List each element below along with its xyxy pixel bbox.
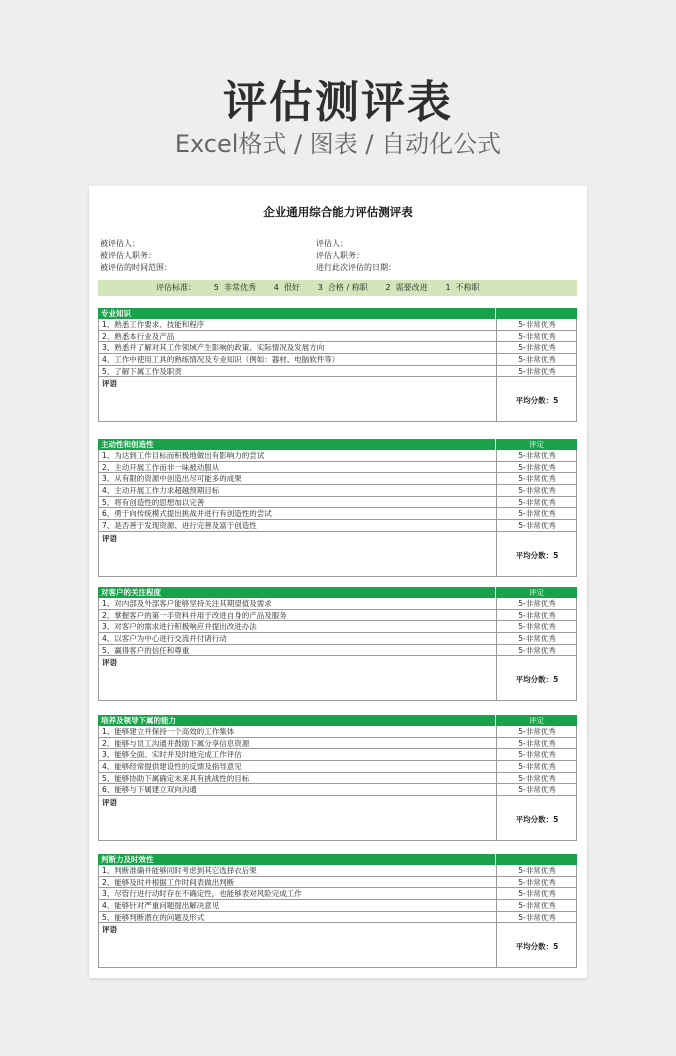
criterion-text: 2、掌握客户的第一手资料并用于改进自身的产品及服务 [102,610,287,620]
criterion-text: 5、了解下属工作及职责 [102,366,182,376]
rating-cell[interactable]: 5-非常优秀 [518,320,556,329]
criterion-text: 4、工作中使用工具的熟练情况及专业知识（例如：器材、电脑软件等） [102,355,340,365]
info-right [316,238,396,274]
section-rows [98,319,577,377]
rating-column-header: 评定 [529,716,544,725]
comment-label: 评语 [102,379,117,389]
criterion-text: 6、能够与下属建立双向沟通 [102,785,197,795]
section-title: 主动性和创造性 [101,440,154,449]
table-row [99,485,576,497]
rating-cell[interactable]: 5-非常优秀 [518,901,556,911]
info-left [100,238,172,274]
table-row [99,331,576,343]
average-score: 平均分数：5 [515,942,559,952]
comment-label: 评语 [102,533,117,543]
average-score: 平均分数：5 [515,396,559,406]
section-header [98,308,577,319]
comment-label: 评语 [102,925,117,935]
average-score: 平均分数：5 [515,675,559,685]
table-row [99,508,576,520]
criterion-text: 2、熟悉本行业及产品 [102,331,175,341]
evaluatee-label: 被评估人： [100,239,140,248]
comment-row[interactable] [98,532,577,577]
rating-cell[interactable]: 5-非常优秀 [518,366,556,376]
criterion-text: 3、对客户的需求进行积极响应并提出改进办法 [102,622,257,632]
criterion-text: 4、主动开展工作力求超越预期目标 [102,486,220,496]
section-table [98,308,577,422]
table-row [99,900,576,912]
evaluator-label: 评估人： [316,239,348,248]
criterion-text: 1、为达到工作目标而积极地做出有影响力的尝试 [102,451,265,460]
criterion-text: 1、熟悉工作要求、技能和程序 [102,320,205,329]
section-table [98,715,577,841]
criterion-text: 1、能够建立并保持一个高效的工作集体 [102,727,235,736]
average-score: 平均分数：5 [515,550,559,560]
rating-cell[interactable]: 5-非常优秀 [518,451,556,460]
criterion-text: 2、主动开展工作而非一味被动服从 [102,462,220,472]
rating-cell[interactable]: 5-非常优秀 [518,509,556,519]
comment-label: 评语 [102,658,117,668]
criterion-text: 5、能够判断潜在的问题及形式 [102,912,205,922]
section-header [98,439,577,450]
section-title: 判断力及时效性 [101,855,154,864]
rating-cell[interactable]: 5-非常优秀 [518,762,556,772]
evaluator-position-label: 评估人职务： [316,251,364,260]
section-table [98,854,577,968]
rating-cell[interactable]: 5-非常优秀 [518,727,556,736]
comment-row[interactable] [98,923,577,968]
table-row [99,450,576,462]
rating-cell[interactable]: 5-非常优秀 [518,462,556,472]
rating-cell[interactable]: 5-非常优秀 [518,486,556,496]
rating-column-header: 评定 [529,440,544,449]
banner-title: 评估测评表 [223,77,453,128]
criterion-text: 3、熟悉并了解对其工作领域产生影响的政策、实际情况及发展方向 [102,343,325,353]
table-row [99,784,576,796]
rating-cell[interactable]: 5-非常优秀 [518,750,556,760]
rating-cell[interactable]: 5-非常优秀 [518,331,556,341]
table-row [99,497,576,509]
criterion-text: 1、判断准确并能够同时考虑到其它选择衣后果 [102,866,257,875]
table-row [99,473,576,485]
rating-cell[interactable]: 5-非常优秀 [518,355,556,365]
rating-legend: 评估标准： 5 非常优秀 4 很好 3 合格 / 称职 2 需要改进 1 不称职 [98,280,577,296]
rating-cell[interactable]: 5-非常优秀 [518,343,556,353]
comment-row[interactable] [98,656,577,701]
table-row [99,621,576,633]
table-row [99,645,576,657]
comment-label: 评语 [102,798,117,808]
section-rows [98,865,577,923]
rating-cell[interactable]: 5-非常优秀 [518,474,556,484]
criterion-text: 5、将有创造性的思想加以完善 [102,497,205,507]
rating-cell[interactable]: 5-非常优秀 [518,610,556,620]
header-divider [495,308,496,319]
evaluation-date-label: 进行此次评估的日期： [316,263,396,272]
section-rows [98,598,577,656]
rating-cell[interactable]: 5-非常优秀 [518,877,556,887]
rating-cell[interactable]: 5-非常优秀 [518,622,556,632]
table-row [99,342,576,354]
criterion-text: 2、能够及时并根据工作时间表做出判断 [102,877,235,887]
rating-cell[interactable]: 5-非常优秀 [518,785,556,795]
section-title: 对客户的关注程度 [101,588,161,597]
section-table [98,587,577,701]
table-row [99,865,576,877]
section-header [98,854,577,865]
rating-cell[interactable]: 5-非常优秀 [518,634,556,644]
banner-subtitle: Excel格式 / 图表 / 自动化公式 [174,130,502,158]
section-table [98,439,577,577]
table-row [99,726,576,738]
table-row [99,912,576,924]
criterion-text: 3、能够全面、实时并及时地完成工作评估 [102,750,242,760]
section-header [98,587,577,598]
rating-cell[interactable]: 5-非常优秀 [518,773,556,783]
table-row [99,761,576,773]
table-row [99,633,576,645]
criterion-text: 5、赢得客户的信任和尊重 [102,645,190,655]
rating-cell[interactable]: 5-非常优秀 [518,645,556,655]
evaluatee-position-label: 被评估人职务： [100,251,156,260]
table-row [99,319,576,331]
rating-cell[interactable]: 5-非常优秀 [518,599,556,608]
rating-cell[interactable]: 5-非常优秀 [518,866,556,875]
criterion-text: 4、能够经常提供建设性的反馈及指导意见 [102,762,242,772]
criterion-text: 5、能够协助下属确定未来具有挑战性的目标 [102,773,250,783]
criterion-text: 7、是否善于发现资源、进行完善及富于创造性 [102,521,257,531]
section-title: 专业知识 [101,309,131,318]
rating-cell[interactable]: 5-非常优秀 [518,738,556,748]
rating-cell[interactable]: 5-非常优秀 [518,497,556,507]
table-row [99,598,576,610]
rating-column-header: 评定 [529,588,544,597]
section-title: 培养及领导下属的能力 [101,716,176,725]
criterion-text: 4、能够针对严重问题提出解决意见 [102,901,220,911]
section-rows [98,726,577,796]
rating-cell[interactable]: 5-非常优秀 [518,521,556,531]
spreadsheet-page [89,186,587,978]
table-row [99,888,576,900]
criterion-text: 4、以客户为中心进行交流并付诸行动 [102,634,227,644]
table-row [99,610,576,622]
comment-row[interactable] [98,796,577,841]
section-header [98,715,577,726]
criterion-text: 2、能够与员工沟通并鼓励下属分享信息资源 [102,738,250,748]
table-row [99,877,576,889]
criterion-text: 3、尽管行进行动时存在不确定性，也能够表对风险完成工作 [102,889,302,899]
table-row [99,462,576,474]
criterion-text: 3、从有限的资源中创造出尽可能多的成果 [102,474,242,484]
header-divider [495,854,496,865]
table-row [99,366,576,378]
comment-row[interactable] [98,377,577,422]
table-row [99,520,576,532]
table-row [99,749,576,761]
table-row [99,738,576,750]
document-title: 企业通用综合能力评估测评表 [263,205,413,219]
average-score: 平均分数：5 [515,815,559,825]
section-rows [98,450,577,532]
table-row [99,354,576,366]
rating-cell[interactable]: 5-非常优秀 [518,889,556,899]
evaluation-period-label: 被评估的时间范围： [100,263,172,272]
criterion-text: 1、对内部及外部客户能够坚持关注其期望值及需求 [102,599,272,608]
criterion-text: 6、勇于向传统模式提出挑战并进行有创造性的尝试 [102,509,272,519]
rating-cell[interactable]: 5-非常优秀 [518,912,556,922]
table-row [99,773,576,785]
